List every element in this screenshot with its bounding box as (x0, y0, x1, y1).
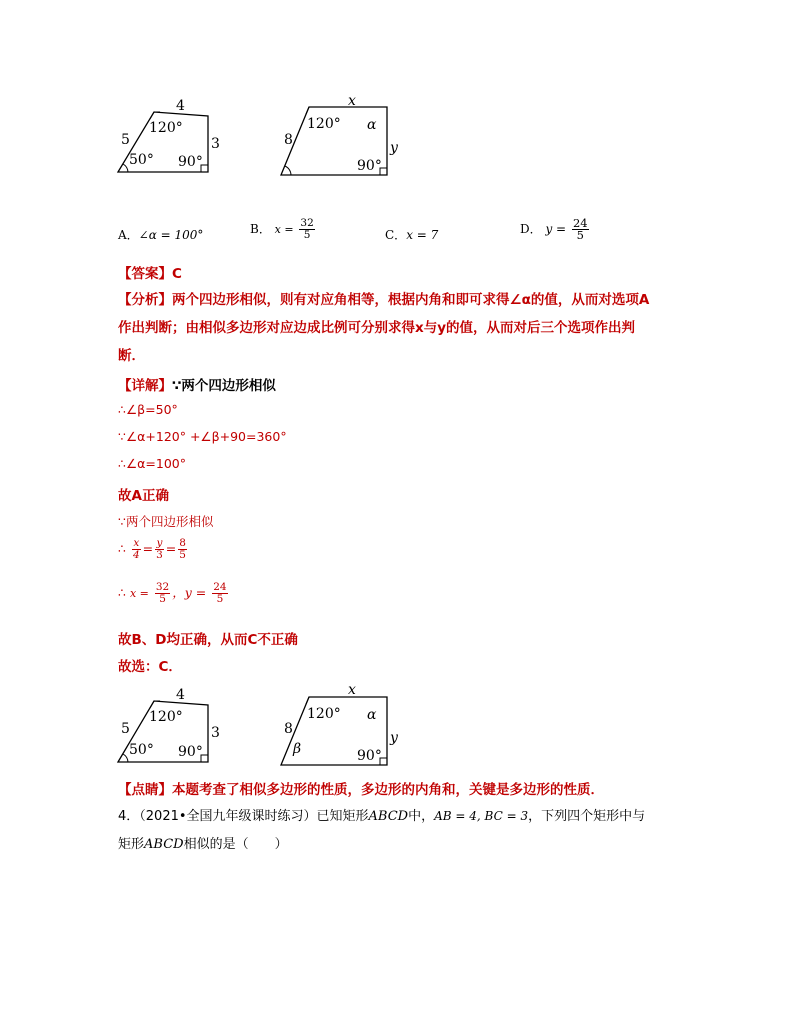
denominator: 5 (216, 593, 224, 605)
denominator: 5 (576, 228, 584, 242)
option-d-label: D． (520, 222, 542, 236)
analysis-line-3: 断． (118, 348, 145, 364)
denominator: 4 (132, 549, 140, 561)
side-left-label: 5 (121, 132, 130, 148)
comment-line (118, 778, 604, 798)
analysis-line-1 (118, 288, 649, 308)
detail-line-9: 故B、D均正确，从而C不正确 (118, 632, 298, 648)
rect-name: ABCD (368, 809, 409, 824)
numerator: x (133, 537, 140, 549)
angle-top-label: 120° (307, 116, 341, 132)
option-d-var: y = (545, 222, 567, 236)
numerator: 24 (572, 216, 588, 230)
angle-top-right-label: α (367, 117, 377, 133)
side-top-label: x (348, 95, 356, 109)
figure-top (110, 95, 430, 185)
question-4-line2-suffix: 相似的是（ ） (183, 837, 288, 852)
denominator: 5 (179, 549, 186, 561)
right-quadrilateral (281, 95, 399, 175)
option-b-label: B． (250, 222, 271, 236)
option-c (385, 226, 438, 243)
side-top-label: 4 (176, 98, 185, 114)
option-c-text: x = 7 (406, 228, 439, 242)
analysis-text-1: 两个四边形相似，则有对应角相等，根据内角和即可求得∠α的值，从而对选项A (172, 292, 650, 308)
question-4-line2-prefix: 矩形 (118, 837, 145, 852)
rect-name: ABCD (144, 837, 184, 852)
denominator: 5 (159, 593, 166, 605)
option-a (118, 226, 203, 243)
question-4-suffix: ，下列四个矩形中与 (528, 809, 646, 824)
question-4-line-1 (118, 805, 645, 824)
option-d-fraction (572, 218, 589, 241)
side-right-label: 3 (211, 725, 220, 741)
side-left-label: 8 (284, 132, 293, 148)
numerator: y (156, 537, 163, 549)
analysis-tag: 【分析】 (118, 292, 172, 308)
left-quadrilateral (118, 687, 220, 762)
comment-text: 本题考查了相似多边形的性质，多边形的内角和，关键是多边形的性质． (172, 782, 604, 798)
option-b-fraction (299, 218, 314, 241)
angle-top-right-label: α (367, 707, 377, 723)
question-4-prefix: 4．（2021•全国九年级课时练习）已知矩形 (118, 809, 369, 824)
y-equals: ，y = (172, 585, 207, 600)
option-a-text: ∠α = 100° (138, 228, 204, 242)
question-4-mid: 中， (408, 809, 435, 824)
fraction-32-5 (155, 582, 170, 605)
side-right-label: 3 (211, 136, 220, 152)
numerator: 24 (213, 581, 227, 593)
comment-tag: 【点睛】 (118, 782, 172, 798)
angle-bottom-left-label: β (293, 741, 302, 757)
numerator: 32 (155, 581, 170, 593)
option-a-label: A． (118, 228, 139, 242)
detail-line-3: ∵∠α+120° +∠β+90=360° (118, 429, 287, 444)
detail-line-10: 故选：C． (118, 659, 182, 675)
fraction-8-5 (178, 538, 187, 561)
side-right-label: y (390, 140, 398, 156)
side-left-label: 8 (284, 721, 293, 737)
option-d (520, 218, 591, 241)
question-4-line-2 (118, 833, 288, 852)
numerator: 8 (179, 537, 186, 549)
fraction-24-5 (212, 582, 227, 605)
detail-line-1 (118, 374, 276, 394)
detail-line-6: ∵两个四边形相似 (118, 514, 214, 529)
detail-line-4: ∴∠α=100° (118, 456, 186, 471)
detail-text-1: ∵两个四边形相似 (172, 378, 276, 394)
angle-bottom-right-label: 90° (178, 154, 203, 170)
side-top-label: x (348, 683, 356, 698)
detail-line-2: ∴∠β=50° (118, 402, 178, 417)
detail-tag: 【详解】 (118, 378, 172, 394)
left-quadrilateral (118, 98, 220, 172)
therefore-symbol: ∴ (118, 585, 126, 600)
angle-bottom-left-label: 50° (129, 742, 154, 758)
numerator: 32 (300, 217, 314, 229)
x-equals: x = (129, 587, 149, 600)
fraction-x-4 (132, 538, 141, 561)
side-condition: AB = 4, BC = 3 (434, 809, 529, 823)
option-b-var: x = (274, 223, 294, 236)
angle-top-label: 120° (149, 709, 183, 725)
option-b (250, 218, 317, 241)
angle-top-label: 120° (149, 120, 183, 136)
detail-line-8 (118, 582, 230, 605)
side-right-label: y (390, 730, 398, 746)
detail-line-5: 故A正确 (118, 488, 169, 504)
angle-bottom-right-label: 90° (357, 158, 382, 174)
denominator: 5 (303, 229, 311, 241)
angle-top-label: 120° (307, 706, 341, 722)
analysis-line-2: 作出判断；由相似多边形对应边成比例可分别求得x与y的值，从而对后三个选项作出判 (118, 320, 636, 336)
angle-bottom-right-label: 90° (357, 748, 382, 764)
figure-bottom (110, 683, 430, 773)
angle-bottom-right-label: 90° (178, 744, 203, 760)
detail-line-7: ∴ $\frac{x}{4}$ = $\frac{y}{3}$ = $\frac{8}{5}$ (118, 537, 186, 561)
fraction-y-3 (155, 538, 164, 561)
answer-line (118, 262, 182, 282)
option-c-label: C． (385, 228, 407, 242)
answer-tag: 【答案】 (118, 266, 172, 282)
right-quadrilateral (281, 683, 399, 765)
answer-value: C (172, 266, 182, 282)
therefore-symbol: ∴ (118, 541, 126, 556)
denominator: 3 (156, 549, 163, 561)
angle-bottom-left-label: 50° (129, 152, 154, 168)
side-left-label: 5 (121, 721, 130, 737)
side-top-label: 4 (176, 687, 185, 703)
